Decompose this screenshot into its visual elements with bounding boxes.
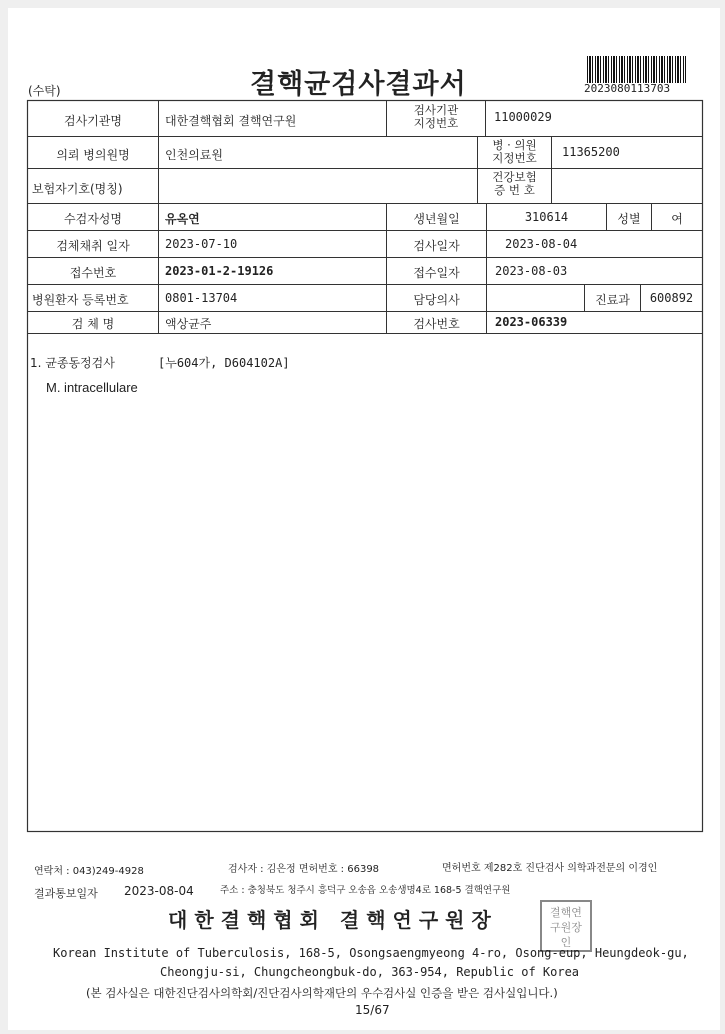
patient-name-label: 수검자성명 <box>64 212 122 226</box>
hospital-code-label: 병 · 의원 지정번호 <box>492 138 537 165</box>
birth-date-label: 생년월일 <box>413 212 460 226</box>
document-title: 결핵균검사결과서 <box>250 69 467 100</box>
barcode-number: 2023080113703 <box>584 82 671 95</box>
examiner-info: 검사자 : 김은정 면허번호 : 66398 <box>228 864 380 875</box>
hospital-value: 인천의료원 <box>165 148 223 162</box>
certification-note: (본 검사실은 대한진단검사의학회/진단검사의학재단의 우수검사실 인증을 받은 검사실입니다.) <box>86 986 558 1000</box>
specimen-value: 액상균주 <box>165 317 212 331</box>
institution-code-label: 검사기관 지정번호 <box>413 103 459 130</box>
patient-name-value: 유옥연 <box>165 212 200 226</box>
receipt-date-label: 접수일자 <box>413 266 460 280</box>
specimen-label: 검 체 명 <box>71 317 115 331</box>
sex-value: 여 <box>671 212 683 226</box>
hospital-label: 의뢰 병의원명 <box>56 148 130 162</box>
official-seal: 결핵연구원장인 <box>540 900 592 952</box>
result-organism: M. intracellulare <box>46 380 138 395</box>
collection-date-value: 2023-07-10 <box>165 237 238 251</box>
sex-label: 성별 <box>617 212 641 226</box>
receipt-number-label: 접수번호 <box>69 266 117 280</box>
birth-date-value: 310614 <box>524 210 569 224</box>
english-address-line-2: Cheongju-si, Chungcheongbuk-do, 363-954, Republic of Korea <box>160 965 580 979</box>
contact-info: 연락처 : 043)249-4928 <box>34 866 144 877</box>
test-date-value: 2023-08-04 <box>505 237 578 251</box>
registration-number-value: 0801-13704 <box>165 291 238 305</box>
barcode-image <box>587 56 686 83</box>
page-number: 15/67 <box>355 1003 390 1017</box>
result-item-code: [누604가, D604102A] <box>158 356 290 370</box>
address-line: 주소 : 충청북도 청주시 흥덕구 오송읍 오송생명4로 168-5 결핵연구원 <box>220 885 511 896</box>
organization-name: 대한결핵협회 결핵연구원장 <box>168 908 498 932</box>
english-address-line-1: Korean Institute of Tuberculosis, 168-5, Osongsaengmyeong 4-ro, Osong-eup, Heungdeok-gu, <box>53 946 689 960</box>
notify-date-value: 2023-08-04 <box>124 884 194 898</box>
registration-number-label: 병원환자 등록번호 <box>32 293 129 307</box>
test-number-label: 검사번호 <box>413 317 460 331</box>
institution-code-value: 11000029 <box>494 110 552 124</box>
consignment-badge: (수탁) <box>28 84 61 98</box>
notify-date-label: 결과통보일자 <box>34 887 98 900</box>
test-number-value: 2023-06339 <box>495 315 568 329</box>
department-value: 600892 <box>649 291 694 305</box>
doctor-label: 담당의사 <box>413 293 460 307</box>
department-label: 진료과 <box>595 293 630 307</box>
institution-label: 검사기관명 <box>64 114 122 128</box>
receipt-date-value: 2023-08-03 <box>495 264 568 278</box>
specialist-info: 면허번호 제282호 진단검사 의학과전문의 이경인 <box>442 863 658 874</box>
collection-date-label: 검체채취 일자 <box>56 239 130 253</box>
institution-value: 대한결핵협회 결핵연구원 <box>165 114 297 128</box>
test-date-label: 검사일자 <box>413 239 460 253</box>
receipt-number-value: 2023-01-2-19126 <box>165 264 274 278</box>
insurer-label: 보험자기호(명칭) <box>32 182 123 196</box>
hospital-code-value: 11365200 <box>562 145 620 159</box>
result-item-title: 1. 균종동정검사 <box>30 356 115 370</box>
health-insurance-label: 건강보험 증 번 호 <box>492 170 537 197</box>
